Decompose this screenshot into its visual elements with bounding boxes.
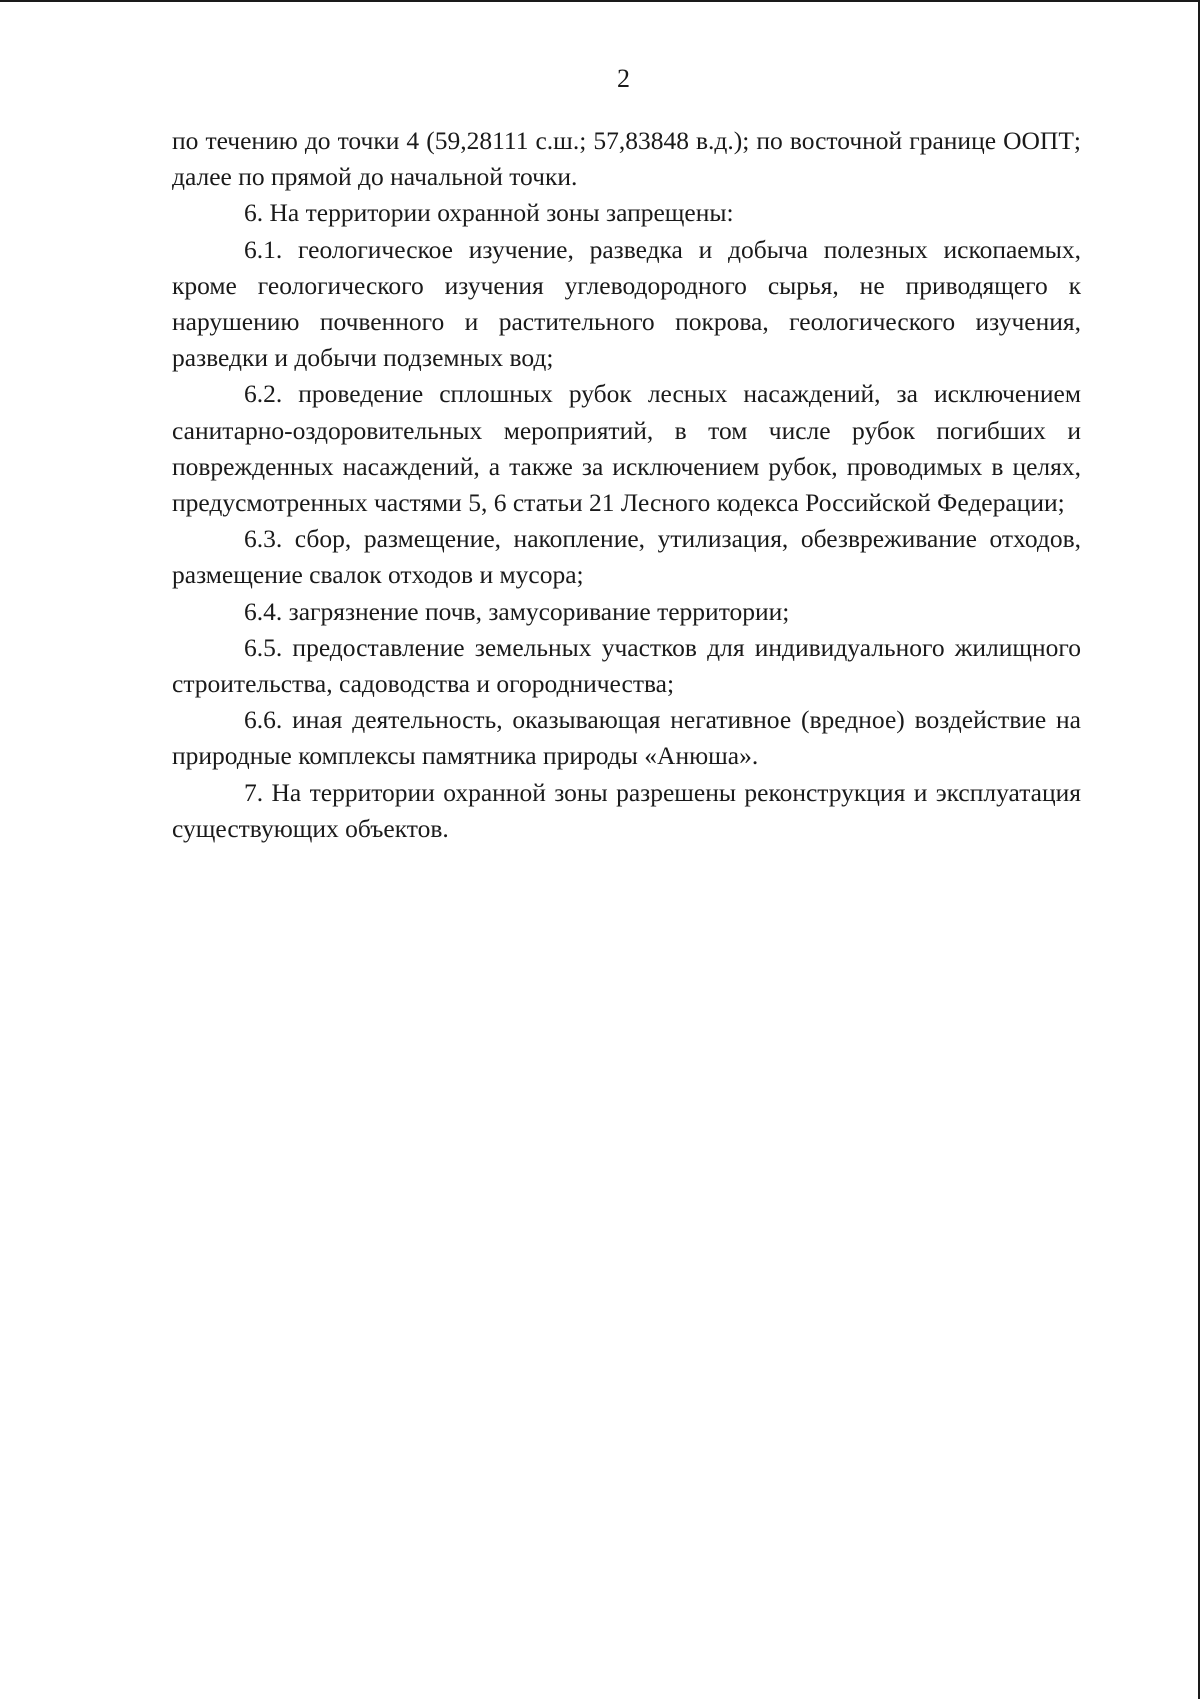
- paragraph-item-6-5: 6.5. предоставление земельных участков для индивидуального жилищного строительства, садоводства и огородничества;: [172, 632, 1081, 699]
- paragraph-item-6: 6. На территории охранной зоны запрещены:: [244, 198, 734, 228]
- paragraph-item-6-3: 6.3. сбор, размещение, накопление, утилизация, обезвреживание отходов, размещение свалок отходов и мусора;: [172, 524, 1081, 590]
- page-number: 2: [617, 64, 630, 93]
- paragraph-item-6-1: 6.1. геологическое изучение, разведка и добыча полезных ископаемых, кроме геологического изучения углеводородного сырья, не приводящего к нарушению почвенного и растительного покрова, геологического изучения, разведки и добычи подземных вод;: [172, 234, 1081, 373]
- paragraph-continuation: по течению до точки 4 (59,28111 с.ш.; 57,83848 в.д.); по восточной границе ООПТ; далее по прямой до начальной точки.: [172, 126, 1081, 192]
- document-body: [172, 123, 1081, 847]
- paragraph-item-6-4: 6.4. загрязнение почв, замусоривание территории;: [244, 596, 790, 626]
- paragraph-item-7: 7. На территории охранной зоны разрешены реконструкция и эксплуатация существующих объектов.: [172, 777, 1081, 843]
- paragraph-item-6-2: 6.2. проведение сплошных рубок лесных насаждений, за исключением санитарно-оздоровительных мероприятий, в том числе рубок погибших и поврежденных насаждений, а также за исключением рубок, проводимых в целях, предусмотренных частями 5, 6 статьи 21 Лесного кодекса Российской Федерации;: [172, 379, 1081, 518]
- paragraph-item-6-6: 6.6. иная деятельность, оказывающая негативное (вредное) воздействие на природные комплексы памятника природы «Анюша».: [172, 705, 1081, 771]
